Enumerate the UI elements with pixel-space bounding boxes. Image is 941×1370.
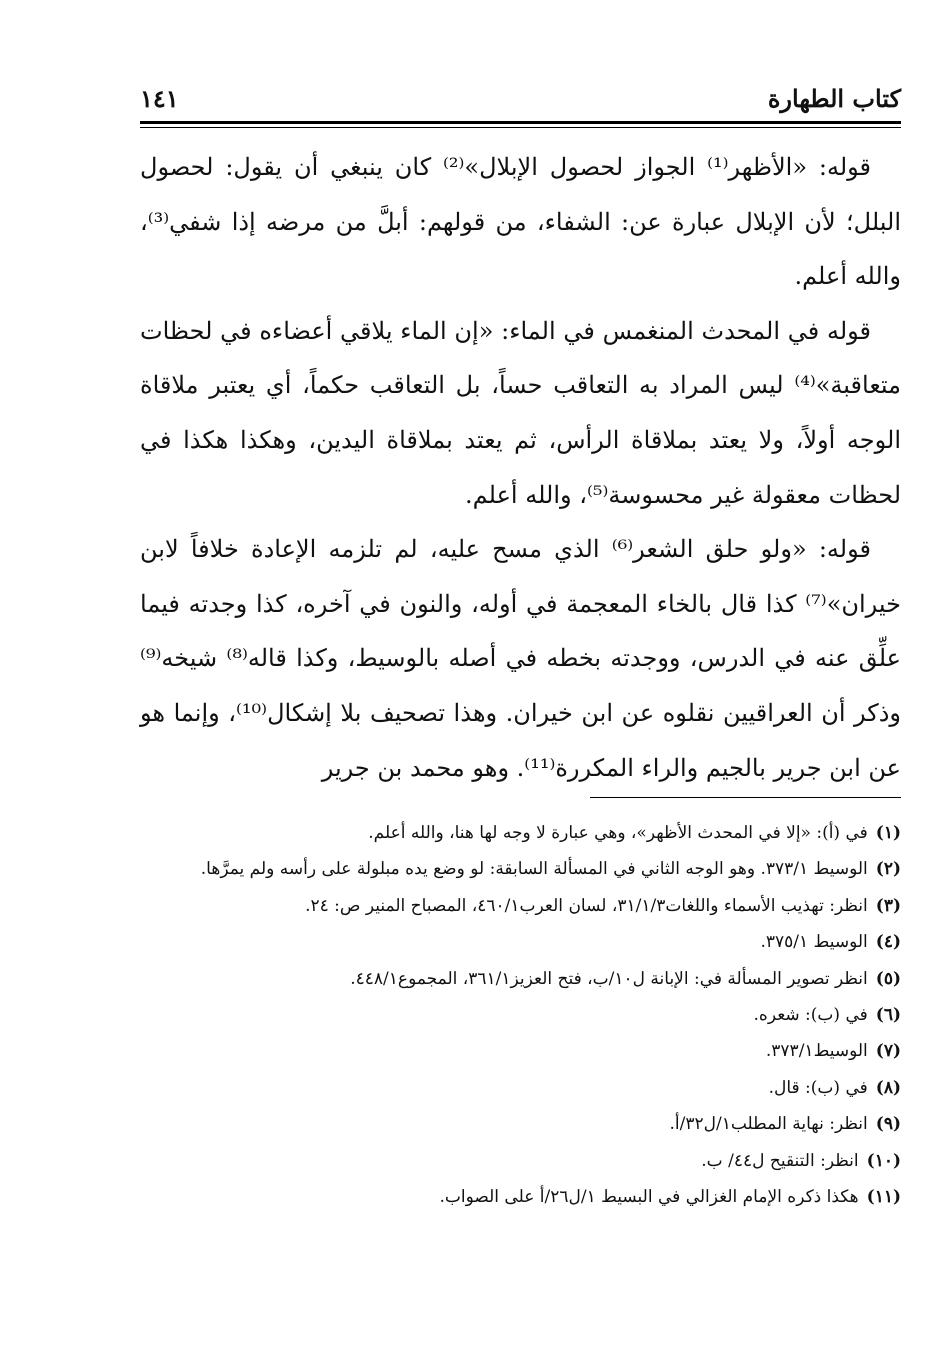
header-rule-thin	[140, 127, 901, 128]
footnote-text: انظر: تهذيب الأسماء واللغات٣١/١/٣، لسان العرب٤٦٠/١، المصباح المنير ص: ٢٤.	[305, 895, 868, 916]
footnote-text: في (ب): شعره.	[753, 1004, 868, 1025]
footnote-number: (٦)	[875, 1004, 901, 1025]
footnote	[140, 961, 901, 997]
footnote-text: الوسيط٣٧٣/١.	[765, 1041, 868, 1062]
footnote	[140, 1033, 901, 1069]
footnote-text: الوسيط ٣٧٥/١.	[760, 932, 868, 953]
footnote	[140, 851, 901, 887]
footnote	[140, 924, 901, 960]
footnote-number: (٢)	[875, 859, 901, 880]
main-text	[140, 140, 901, 795]
footnote-number: (١)	[875, 823, 901, 843]
footnote-number: (١١)	[866, 1186, 901, 1207]
footnote-number: (٧)	[875, 1041, 901, 1062]
footnote-text: هكذا ذكره الإمام الغزالي في البسيط ١/ل٢٦/أ على الصواب.	[439, 1186, 859, 1207]
footnote-number: (٩)	[875, 1114, 901, 1135]
footnote	[140, 888, 901, 924]
paragraph: قوله في المحدث المنغمس في الماء: «إن الماء يلاقي أعضاءه في لحظات متعاقبة»⁽⁴⁾ ليس المراد به التعاقب حساً، بل التعاقب حكماً، أي يعتبر ملاقاة الوجه أولاً، ولا يعتد بملاقاة الرأس، ثم يعتد بملاقاة اليدين، وهكذا هكذا في لحظات معقولة غير محسوسة⁽⁵⁾، والله أعلم.	[140, 316, 901, 509]
page-header	[140, 84, 901, 118]
footnote-number: (١٠)	[866, 1150, 901, 1171]
footnote	[140, 815, 901, 851]
footnote	[140, 997, 901, 1033]
footnote-text: انظر: نهاية المطلب١/ل٣٢/أ.	[669, 1114, 868, 1135]
footnote-number: (٤)	[875, 932, 901, 953]
footnote	[140, 1070, 901, 1106]
footnote-text: في (أ): «إلا في المحدث الأظهر»، وهي عبارة لا وجه لها هنا، والله أعلم.	[368, 823, 868, 843]
header-rule-thick	[140, 121, 901, 124]
footnote	[140, 1143, 901, 1179]
page-number: ١٤١	[140, 84, 179, 113]
footnote-number: (٣)	[875, 895, 901, 916]
book-title: كتاب الطهارة	[767, 84, 901, 113]
paragraph: قوله: «الأظهر⁽¹⁾ الجواز لحصول الإبلال»⁽²⁾ كان ينبغي أن يقول: لحصول البلل؛ لأن الإبلال عبارة عن: الشفاء، من قولهم: أبلَّ من مرضه إذا شفي⁽³⁾، والله أعلم.	[140, 153, 901, 291]
footnote-number: (٥)	[875, 968, 901, 989]
footnote	[140, 1106, 901, 1142]
footnote-text: الوسيط ٣٧٣/١. وهو الوجه الثاني في المسألة السابقة: لو وضع يده مبلولة على رأسه ولم يمرَّها.	[200, 859, 868, 880]
footnote	[140, 1179, 901, 1215]
footnotes	[140, 815, 901, 1215]
footnote-text: في (ب): قال.	[768, 1077, 868, 1098]
footnote-text: انظر تصوير المسألة في: الإبانة ل١٠/ب، فتح العزيز٣٦١/١، المجموع٤٤٨/١.	[350, 968, 868, 989]
footnote-text: انظر: التنقيح ل٤٤/ ب.	[701, 1150, 859, 1171]
footnote-separator	[590, 797, 901, 798]
paragraph: قوله: «ولو حلق الشعر⁽⁶⁾ الذي مسح عليه، لم تلزمه الإعادة خلافاً لابن خيران»⁽⁷⁾ كذا قال بالخاء المعجمة في أوله، والنون في آخره، كذا وجدته فيما علِّق عنه في الدرس، ووجدته بخطه في أصله بالوسيط، وكذا قاله⁽⁸⁾ شيخه⁽⁹⁾ وذكر أن العراقيين نقلوه عن ابن خيران. وهذا تصحيف بلا إشكال⁽¹⁰⁾، وإنما هو عن ابن جرير بالجيم والراء المكررة⁽¹¹⁾. وهو محمد بن جرير	[140, 535, 902, 782]
footnote-number: (٨)	[875, 1077, 901, 1098]
